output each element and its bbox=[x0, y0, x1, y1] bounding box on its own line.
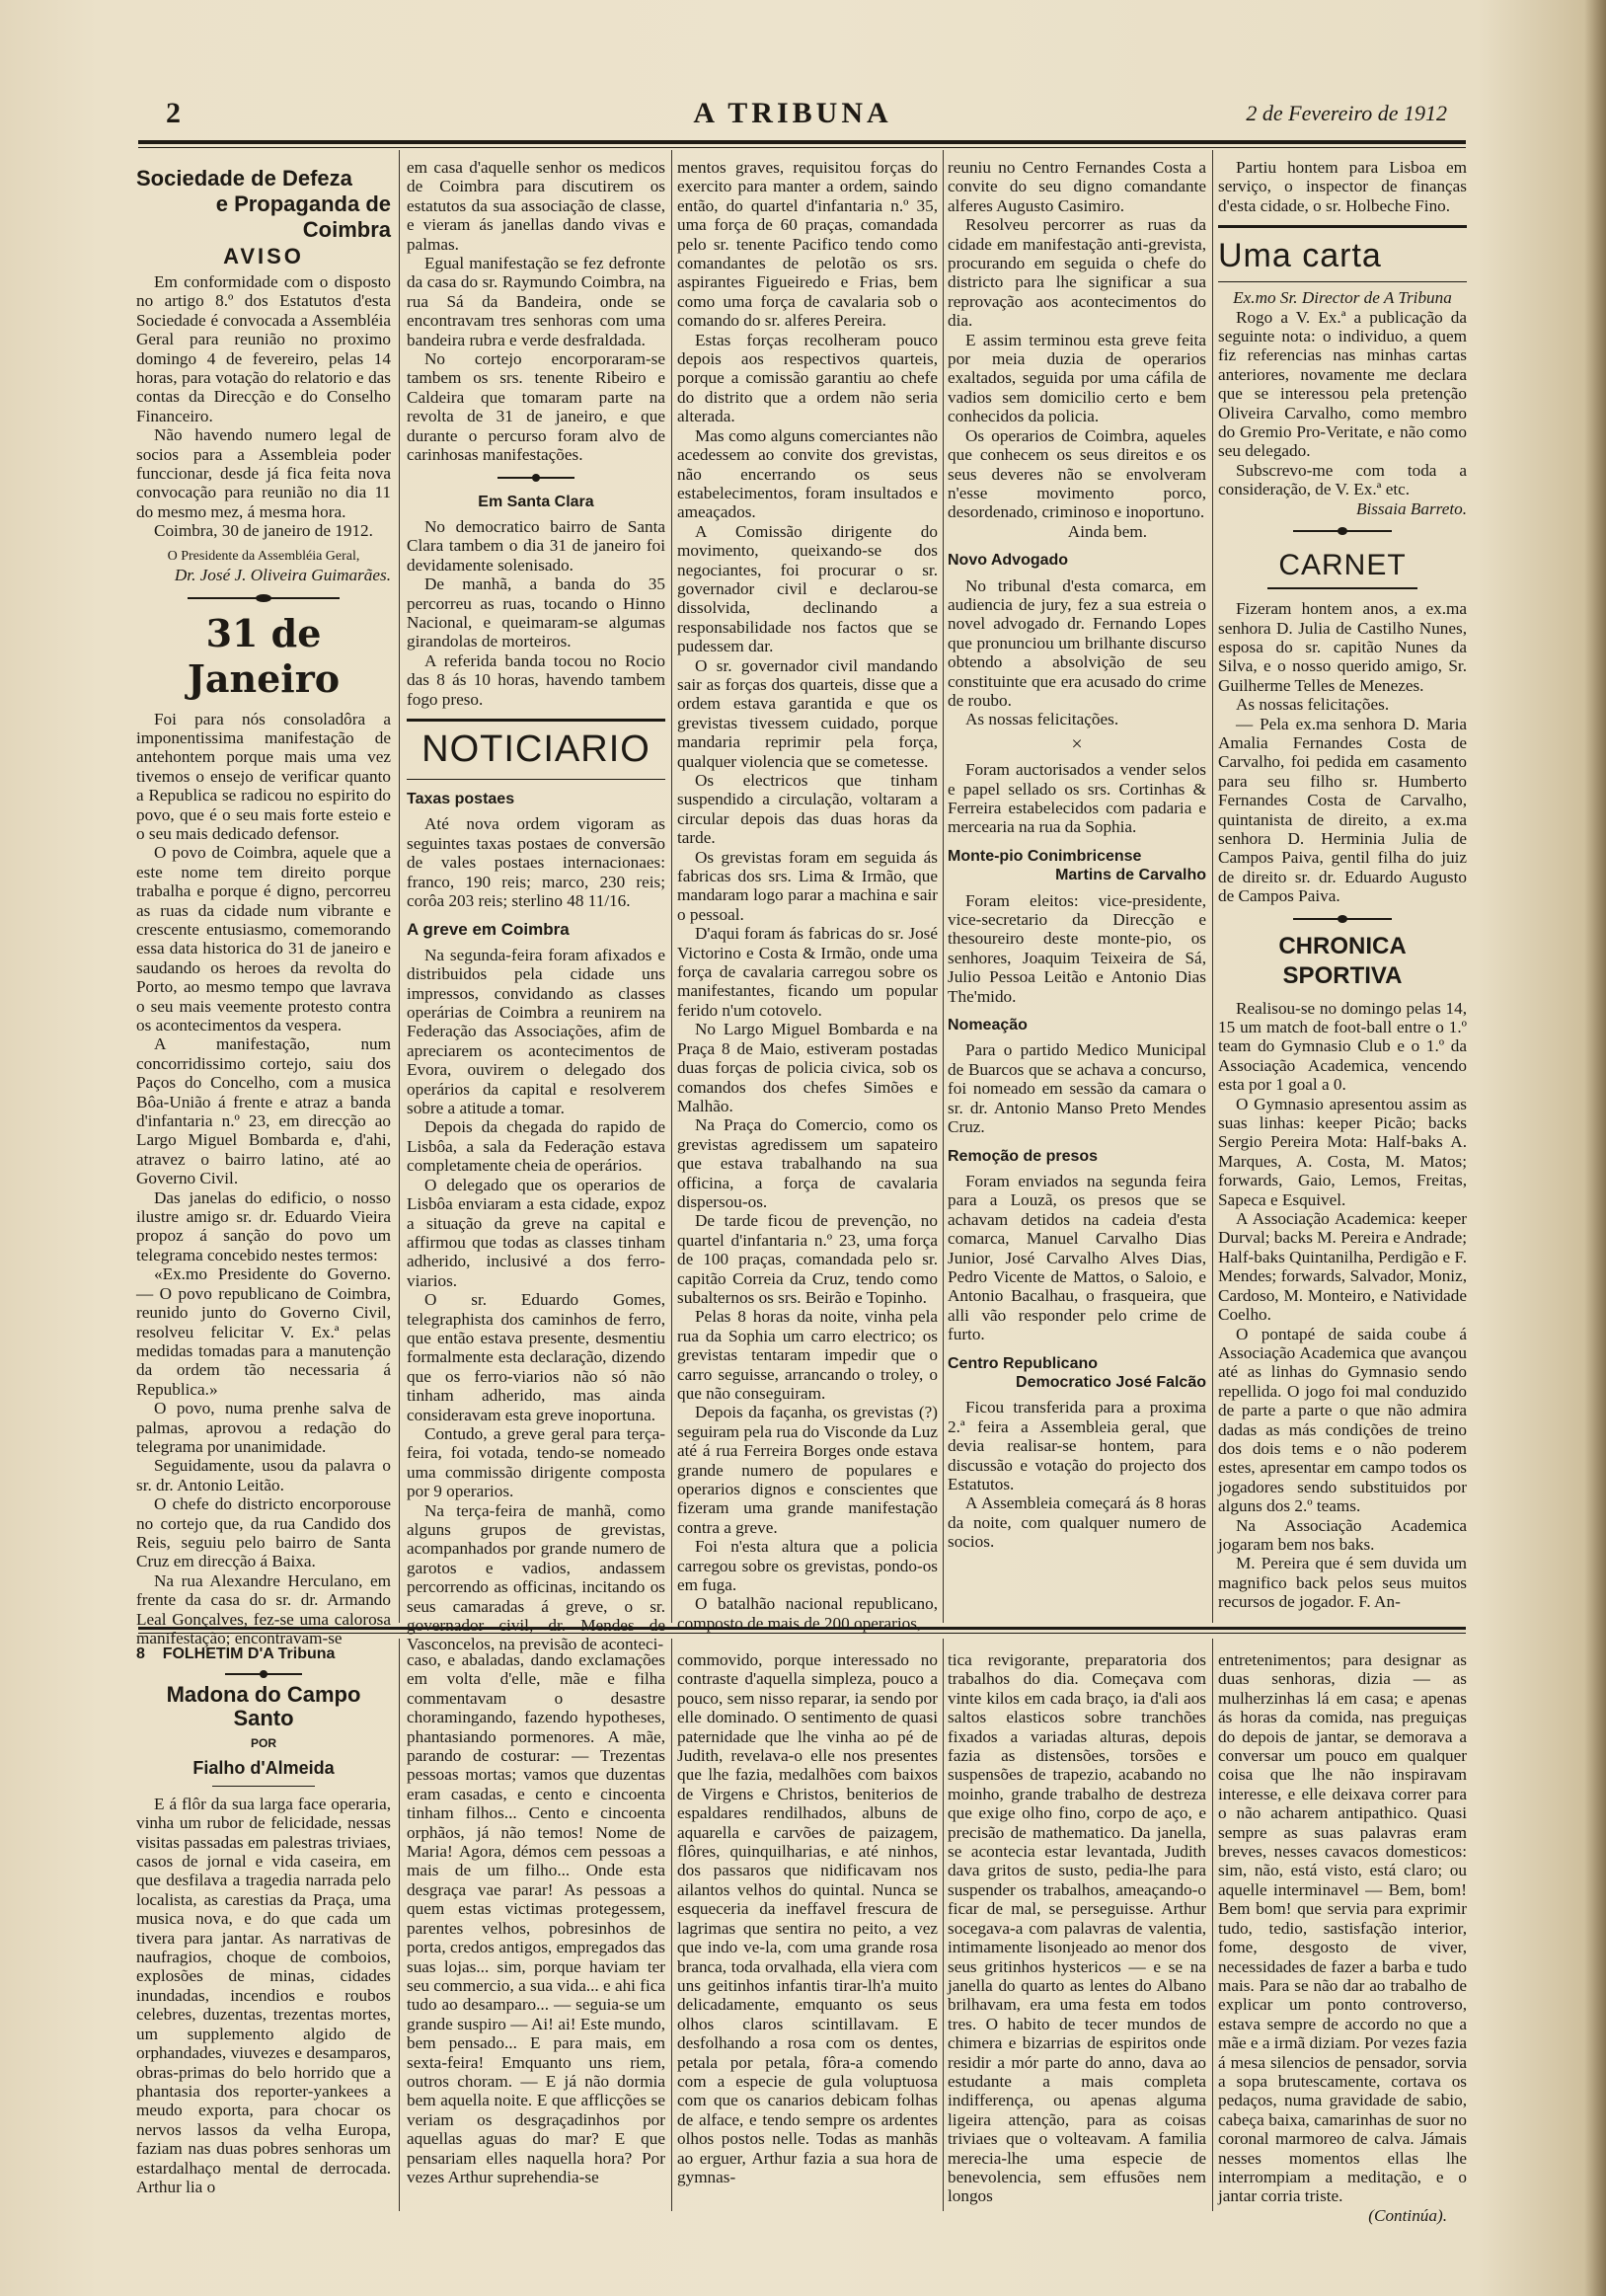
paragraph: O Gymnasio apresentou assim as suas linhas: keeper Picão; backs Sergio Pereira Mota: Half-baks A. Marques, A. Costa, M. Matos; forwards, Gaio, Lemos, Freitas, Sapeca e Esquivel. bbox=[1218, 1094, 1467, 1209]
folhetim-number: 8 bbox=[136, 1645, 145, 1662]
paragraph: Na terça-feira de manhã, como alguns grupos de grevistas, acompanhados por grande numero de garotos e vadios, andassem percorrendo as officinas, incitando os seus camaradas á greve, o sr. governador civil, dr. Mendes de Vasconcelos, na previsão de aconteci- bbox=[407, 1500, 665, 1654]
paragraph: De manhã, a banda do 35 percorreu as ruas, tocando o Hinno Nacional, e queimaram-se algumas girandolas de morteiros. bbox=[407, 574, 665, 651]
heading-uma-carta: Uma carta bbox=[1218, 237, 1382, 275]
paragraph: As nossas felicitações. bbox=[1236, 695, 1390, 715]
paragraph: Fizeram hontem anos, a ex.ma senhora D. Julia de Castilho Nunes, esposa do sr. capitão Nunes da Silva, e o nosso querido amigo, Sr. Guilherme Telles de Menezes. bbox=[1218, 599, 1467, 695]
paragraph: No Largo Miguel Bombarda e na Praça 8 de Maio, estiveram postadas duas forças de policia civica, sob os comandos dos chefes Simões e Malhão. bbox=[677, 1020, 938, 1115]
paragraph: Depois da façanha, os grevistas (?) seguiram pela rua do Visconde da Luz até á rua Ferreira Borges onde estava grande numero de populares e operarios dignos e conscientes que fizeram uma grande manifestação contra a greve. bbox=[677, 1403, 938, 1537]
ornament-divider bbox=[225, 1669, 301, 1679]
paragraph: O sr. Eduardo Gomes, telegraphista dos caminhos de ferro, que então estava presente, desmentiu formalmente esta declaração, dizendo que os ferro-viarios não só não tinham adherido, mas ainda consideravam esta greve inoportuna. bbox=[407, 1290, 665, 1424]
folhetim-column-5 bbox=[1218, 1650, 1467, 2225]
paragraph: Na rua Alexandre Herculano, em frente da casa do sr. dr. Armando Leal Gonçalves, fez-se uma calorosa manifestação; encontravam-se bbox=[136, 1570, 391, 1647]
folhetim-text: entretenimentos; para designar as duas senhoras, dizia — as mulherzinhas lá em casa; e apenas ás horas da comida, nas preguiças do depois de jantar, se demorava a conversar um pouco em qualquer coisa que lhe não inspiravam interesse, e elle deixava correr para o não acharem antipathico. Quasi sempre as suas palavras eram breves, nesses cavacos domesticos: sim, não, está visto, está claro; ou aquelle interminavel — Bem, bom! Bem bom! que servia para exprimir tudo, tedio, sastisfação interior, fome, desgosto de viver, necessidades de fazer a barba e tudo mais. Para se não dar ao trabalho de explicar um ponto controverso, estava sempre de accordo no que a mãe e a irmã diziam. Por vezes fazia á mesa silencios de pensador, sorvia a sopa brutescamente, cortava os pedaços, numa gravidade de sabio, cabeça baixa, camarinhas de suor no coronal marmoreo de calva. Jámais nesses momentos ellas lhe interrompiam a meditação, e o jantar corria triste. bbox=[1218, 1650, 1467, 2206]
ornament-divider bbox=[497, 473, 575, 483]
paragraph: Mas como alguns comerciantes não acedessem ao convite dos grevistas, não encerrando os seus estabelecimentos, foram insultados e ameaçados. bbox=[677, 425, 938, 522]
column-rule bbox=[399, 150, 400, 1623]
paragraph: Os electricos que tinham suspendido a circulação, voltaram a circular depois das duas horas da tarde. bbox=[677, 771, 938, 848]
newspaper-title: A TRIBUNA bbox=[693, 97, 892, 129]
paragraph: D'aqui foram ás fabricas do sr. José Victorino e Costa & Irmão, onde uma força de cavalaria carregou sobre os manifestantes, ficando um popular ferido n'um cotovelo. bbox=[677, 924, 938, 1020]
paragraph: Depois da chegada do rapido de Lisbôa, a sala da Federação estava completamente cheia de operários. bbox=[407, 1117, 665, 1176]
column-rule bbox=[1212, 150, 1213, 1623]
heading-31-janeiro: 31 de Janeiro bbox=[187, 610, 341, 701]
heading-novo-advogado: Novo Advogado bbox=[948, 552, 1069, 570]
paragraph: reuniu no Centro Fernandes Costa a convite do seu digno comandante alferes Augusto Casimiro. bbox=[948, 158, 1206, 215]
heading-greve: A greve em Coimbra bbox=[407, 920, 570, 940]
paragraph: De tarde ficou de prevenção, no quartel d'infantaria n.º 23, uma força de 100 praças, comandada pelo sr. capitão Correia da Cruz, tendo como subalternos os srs. Beirão e Topinho. bbox=[677, 1211, 938, 1307]
column-rule bbox=[943, 150, 944, 1623]
issue-date: 2 de Fevereiro de 1912 bbox=[1246, 101, 1447, 125]
carta-rule bbox=[1218, 225, 1467, 228]
paragraph: A referida banda tocou no Rocio das 8 ás 10 horas, havendo tambem fogo preso. bbox=[407, 651, 665, 709]
paragraph: Até nova ordem vigoram as seguintes taxas postaes de conversão de vales postaes internacionaes: franco, 190 reis; marco, 230 reis; corôa 203 reis; sterlino 48 11/16. bbox=[407, 814, 665, 910]
folhetim-column-2 bbox=[407, 1650, 665, 2215]
paragraph: Foi n'esta altura que a policia carregou sobre os grevistas, pondo-os em fuga. bbox=[677, 1537, 938, 1595]
paragraph: E assim terminou esta greve feita por meia duzia de operarios exaltados, seguida por uma cáfila de vadios sem domicilio certo e bem conhecidos da policia. bbox=[948, 330, 1206, 426]
paragraph: O povo, numa prenhe salva de palmas, aprovou a redação do telegrama por unanimidade. bbox=[136, 1399, 391, 1456]
noticiario-frame bbox=[407, 719, 665, 780]
folhetim-text: commovido, porque interessado no contraste d'aquella simpleza, pouco a pouco, sem nisso reparar, ia sendo por elle dominado. O sentimento de quasi paternidade que lhe vinha ao pé de Judith, revelava-o elle nos presentes que lhe fazia, medalhões com baixos de Virgens e Christos, beniterios de espaldares rendilhados, albuns de aquarella e carvões de paizagem, flôres, quinquilharias, e até ninhos, dos passaros que nidificavam nos ailantos velhos do quintal. Nunca se esqueceria da ineffavel frescura de lagrimas que sentira no peito, a vez que indo ve-la, com uma grande rosa branca, toda orvalhada, ella viera com uns geitinhos infantis tirar-lh'a muito delicadamente, emquanto os seus olhos claros scintillavam. E desfolhando a rosa com os dentes, petala por petala, fôra-a comendo com a especie de gula voluptuosa com que os canarios debicam folhas de alface, e tendo sempre os ardentes olhos postos nelle. Todas as manhãs ao erguer, Arthur fazia a sua hora de gymnas- bbox=[677, 1650, 938, 2186]
paragraph: A Assembleia começará ás 8 horas da noite, com qualquer numero de socios. bbox=[948, 1493, 1206, 1552]
heading-montepio-sub: Martins de Carvalho bbox=[1055, 867, 1206, 884]
folhetim-title: Madona do Campo Santo bbox=[166, 1682, 361, 1731]
paragraph: Foram enviados na segunda feira para a Louzã, os presos que se achavam detidos na cadeia d'esta comarca, Manuel Carvalho Dias Junior, José Carvalho Alves Dias, Pedro Vicente de Mattos, o Saloio, e Antonio Bacalhau, o frasqueira, que alli vão responder pelo crime de furto. bbox=[948, 1171, 1206, 1344]
folhetim-rule-short bbox=[212, 1786, 314, 1787]
folhetim-por: POR bbox=[250, 1736, 276, 1751]
column-2 bbox=[407, 158, 665, 1654]
heading-noticiario: NOTICIARIO bbox=[421, 727, 650, 770]
paragraph: Na Praça do Comercio, como os grevistas agredissem um sapateiro que estava trabalhando na sua officina, a força de cavalaria dispersou-os. bbox=[677, 1115, 938, 1211]
page-number: 2 bbox=[166, 97, 181, 129]
paragraph: Pelas 8 horas da noite, vinha pela rua da Sophia um carro electrico; os grevistas tentaram impedir que o carro seguisse, arrancando o troley, o que não conseguiram. bbox=[677, 1307, 938, 1403]
folhetim-text: E á flôr da sua larga face operaria, vinha um rubor de felicidade, nessas visitas passadas em palestras triviaes, casos de jornal e vida caseira, em que desfilava a tragedia narrada pelo localista, as carestias da Praça, uma musica nova, e do que cada um tivera para jantar. As narrativas de naufragios, choque de comboios, explosões de minas, cidades inundadas, incendios e roubos celebres, duzentas, trezentas mortes, um supplemento algido de orphandades, viuvezes e desamparos, obras-primas do belo horrido que a phantasia dos reporter-yankees a meudo exporta, para chocar os nervos lassos da velha Europa, faziam nas duas pobres senhoras um estardalhaço mental de derrocada. Arthur lia o bbox=[136, 1794, 391, 2196]
paragraph: Foram eleitos: vice-presidente, vice-secretario da Direcção e thesoureiro deste monte-pio, os senhores, Joaquim Teixeira de Sá, Julio Pessoa Leitão e Antonio Dias The'mido. bbox=[948, 890, 1206, 1006]
paragraph: Foram auctorisados a vender selos e papel sellado os srs. Cortinhas & Ferreira estabelecidos com padaria e mercearia na rua da Sophia. bbox=[948, 760, 1206, 837]
folhetim-column-4 bbox=[948, 1650, 1206, 2215]
telegram-quote: «Ex.mo Presidente do Governo. — O povo republicano de Coimbra, reunido junto do Governo Civil, resolveu felicitar V. Ex.ª pelas medidas tomadas para a manutenção da ordem tão necessaria á Republica.» bbox=[136, 1264, 391, 1399]
masthead bbox=[138, 97, 1447, 130]
heading-centro-sub: Democratico José Falcão bbox=[1016, 1373, 1206, 1391]
column-3 bbox=[677, 158, 938, 1633]
folhetim-header bbox=[136, 1645, 391, 1663]
paragraph: A Associação Academica: keeper Durval; backs M. Pereira e Andrade; Half-baks Quintanilha, Perdigão e F. Mendes; forwards, Salvador, Moniz, Cardoso, M. Monteiro, e Natividade Coelho. bbox=[1218, 1209, 1467, 1325]
heading-nomeacao: Nomeação bbox=[948, 1017, 1028, 1034]
cross-ornament-icon: × bbox=[1071, 732, 1083, 755]
aviso-title: AVISO bbox=[223, 244, 304, 268]
paragraph: Os grevistas foram em seguida ás fabricas dos srs. Lima & Irmão, que mandaram logo parar a machina e sair o pessoal. bbox=[677, 847, 938, 924]
heading-carnet: CARNET bbox=[1267, 544, 1416, 589]
folhetim-column-1 bbox=[136, 1643, 391, 2215]
paragraph: No tribunal d'esta comarca, em audiencia de jury, fez a sua estreia o novel advogado dr. Fernando Lopes que pronunciou um brilhante discurso obtendo a absolvição de seu constituinte que era acusado do crime de roubo. bbox=[948, 575, 1206, 710]
paragraph: A Comissão dirigente do movimento, queixando-se dos negociantes, foi procurar o sr. governador civil e declarou-se dissolvida, declinando a responsabilidade nos factos que se pudessem dar. bbox=[677, 521, 938, 656]
paragraph: A manifestação, num concorridissimo cortejo, saiu dos Paços do Concelho, com a musica Bôa-União á frente e atraz a banda d'infantaria n.º 23, em direcção ao Largo Miguel Bombarda e, d'ahi, atravez o bairro latino, até ao Governo Civil. bbox=[136, 1034, 391, 1188]
paragraph: Realisou-se no domingo pelas 14, 15 um match de foot-ball entre o 1.º team do Gymnasio Club e o 1.º da Associação Academica, vencendo esta por 1 goal a 0. bbox=[1218, 998, 1467, 1095]
paragraph: — Pela ex.ma senhora D. Maria Amalia Fernandes Costa de Carvalho, foi pedida em casamento para seu filho sr. Humberto Fernandes Costa de Carvalho, quintanista de direito, a ex.ma senhora D. Herminia Julia de Campos Paiva, gentil filha do juiz de direito sr. dr. Eduardo Augusto de Campos Paiva. bbox=[1218, 714, 1467, 906]
paragraph: O sr. governador civil mandando sair as forças dos quarteis, disse que a ordem estava garantida e que os grevistas tivessem cuidado, porque mandaria reprimir pela força, qualquer violencia que se cometesse. bbox=[677, 655, 938, 771]
column-rule bbox=[671, 1639, 672, 2211]
heading-centro: Centro Republicano bbox=[948, 1354, 1099, 1372]
paragraph: Contudo, a greve geral para terça-feira, foi votada, tendo-se nomeado uma commissão dirigente composta por 9 operarios. bbox=[407, 1423, 665, 1501]
paragraph: Na Associação Academica jogaram bem nos baks. bbox=[1218, 1515, 1467, 1554]
ornament-divider bbox=[1293, 914, 1393, 924]
heading-propaganda: e Propaganda de Coimbra bbox=[215, 191, 391, 242]
letter-signature: Bissaia Barreto. bbox=[1355, 498, 1467, 518]
paragraph: Das janelas do edificio, o nosso ilustre amigo sr. dr. Eduardo Vieira propoz á sanção do povo um telegrama concebido nestes termos: bbox=[136, 1187, 391, 1264]
paragraph: Para o partido Medico Municipal de Buarcos que se achava a concurso, foi nomeado em sessão da camara o sr. dr. Antonio Manso Preto Mendes Cruz. bbox=[948, 1040, 1206, 1137]
paragraph: O chefe do districto encorporouse no cortejo que, da rua Candido dos Reis, seguiu pelo bairro de Santa Cruz em direcção á Baixa. bbox=[136, 1494, 391, 1571]
column-rule bbox=[671, 150, 672, 1623]
folhetim-text: caso, e abaladas, dando exclamações em volta d'elle, mãe e filha commentavam o desastre choramingando, fazendo hypotheses, phantasiando pormenores. A mãe, parando de costurar: — Trezentas pessoas mortas; vamos que duzentas eram casadas, e cento e cincoenta tinham filhos... Cento e cincoenta orphãos, já não temos! Nome de Maria! Agora, démos cem pessoas a mais de um filho... Onde esta desgraça vae parar! As pessoas a quem estas victimas protegessem, parentes velhos, pobresinhos de porta, credos antigos, empregados das suas lojas... sim, porque haviam ter seu commercio, a sua vida... e ahi fica tudo ao desamparo... — seguia-se um grande suspiro — Ai! ai! Este mundo, bem pensado... E para mais, em sexta-feira! Emquanto uns riem, outros choram. — E já não dormia bem aquella noite. E que afflicções se veriam os desgraçadinhos por aquellas aguas do mar? E que pensariam elles naquella hora? Por vezes Arthur suprehendia-se bbox=[407, 1650, 666, 2186]
paragraph: As nossas felicitações. bbox=[965, 710, 1119, 729]
heading-santa-clara: Em Santa Clara bbox=[478, 493, 594, 510]
heading-taxas: Taxas postaes bbox=[407, 790, 515, 807]
paragraph: Estas forças recolheram pouco depois aos respectivos quarteis, porque a comissão garantiu ao chefe do distrito que a ordem não seria alterada. bbox=[677, 330, 938, 426]
paragraph: Egual manifestação se fez defronte da casa do sr. Raymundo Coimbra, na rua Sá da Bandeira, onde se encontravam tres senhoras com uma bandeira rubra e verde desfraldada. bbox=[407, 254, 665, 349]
header-rule bbox=[138, 140, 1466, 144]
paragraph: O batalhão nacional republicano, composto de mais de 200 operarios, bbox=[677, 1594, 938, 1633]
paragraph: Rogo a V. Ex.ª a publicação da seguinte nota: o individuo, a quem fiz referencias nas minhas cartas anteriores, novamente me declara que se interessou pela pretenção Oliveira Carvalho, como membro do Gremio Pro-Veritate, e não como seu delegado. bbox=[1218, 307, 1467, 461]
paragraph: Os operarios de Coimbra, aqueles que conhecem os seus direitos e os seus deveres não se envolveram n'esse movimento porco, desordenado, criminoso e inoportuno. bbox=[948, 425, 1206, 522]
ornament-divider bbox=[1293, 526, 1393, 536]
paragraph: mentos graves, requisitou forças do exercito para manter a ordem, saindo então, do quartel d'infantaria n.º 35, uma força de 60 praças, comandada pelo sr. tenente Pacifico tendo como comandantes de pelotão os srs. aspirantes Figueiredo e Frias, bem como uma força de cavalaria sob o comando do sr. alferes Pereira. bbox=[677, 158, 938, 331]
paragraph: Foi para nós consoladôra a imponentissima manifestação de antehontem porque mais uma vez tivemos o ensejo de verificar quanto a Republica se radicou no espirito do povo, que é o seu mais forte esteio e o seu mais dedicado defensor. bbox=[136, 709, 391, 843]
paragraph: M. Pereira que é sem duvida um magnifico back pelos seus muitos recursos de jogador. F. An- bbox=[1218, 1554, 1467, 1612]
heading-montepio: Monte-pio Conimbricense bbox=[948, 847, 1142, 865]
paragraph: Resolveu percorrer as ruas da cidade em manifestação anti-grevista, procurando em seguida o chefe do districto para lhe significar a sua reprovação aos acontecimentos do dia. bbox=[948, 215, 1206, 331]
column-rule bbox=[1212, 1639, 1213, 2211]
column-4 bbox=[948, 158, 1206, 1622]
column-1 bbox=[136, 166, 391, 1647]
paragraph: O delegado que os operarios de Lisbôa enviaram a esta cidade, expoz a situação da greve na capital e affirmou que todas as classes tinham adherido, inclusivé a dos ferro-viarios. bbox=[407, 1175, 665, 1290]
signature-role: O Presidente da Assembléia Geral, bbox=[167, 548, 360, 564]
paragraph: No democratico bairro de Santa Clara tambem o dia 31 de janeiro foi devidamente solenisado. bbox=[407, 516, 665, 574]
folhetim-label: FOLHETIM D'A Tribuna bbox=[162, 1645, 336, 1662]
paragraph: O povo de Coimbra, aquele que a este nome tem direito porque trabalha e porque é digno, percorreu as ruas da cidade num vibrante e crescente entusiasmo, comemorando essa data historica do 31 de janeiro e saudando os heroes da revolta do Porto, ao mesmo tempo que lavrava o seu mais veemente protesto contra os acontecimentos da vespera. bbox=[136, 843, 391, 1034]
carta-rule-thin bbox=[1218, 281, 1467, 282]
paragraph: Na segunda-feira foram afixados e distribuidos pela cidade uns impressos, convidando as classes operárias de Coimbra a reunirem na Federação das Associações, afim de apreciarem os acontecimentos de Evora, ouvirem o delegado dos operários da capital e resolverem sobre a atitude a tomar. bbox=[407, 945, 665, 1118]
column-5 bbox=[1218, 158, 1467, 1622]
paragraph: em casa d'aquelle senhor os medicos de Coimbra para discutirem os estatutos da sua associação de classe, e vieram ás janellas dando vivas e palmas. bbox=[407, 158, 665, 254]
folhetim-text: tica revigorante, preparatoria dos trabalhos do dia. Começava com vinte kilos em cada braço, ia d'ali aos saltos elasticos sobre tranchões fixados a variadas alturas, depois fazia as distensões, torsões e suspensões de trapezio, acabando no moinho, grande trabalho de destreza que exige olho fino, corpo de aço, e precisão de mathematico. Da janella, se acontecia estar levantada, Judith dava gritos de susto, pedia-lhe para suspender os trabalhos, ameaçando-o ficar de mal, se perseguisse. Arthur socegava-a com palavras de valentia, intimamente lisonjeado ao menor dos seus gritinhos hystericos — e se na janella do quarto as lentes do Albano brilhavam, era uma festa em todos tres. O habito de tecer mundos de chimera e bizarrias de espiritos onde residir a mór parte do anno, dava ao estudante a mais completa indifferença, ou apenas alguma ligeira attenção, para as coisas triviaes que o volteavam. A familia merecia-lhe uma especie de benevolencia, sem effusões nem longos bbox=[948, 1650, 1206, 2206]
page-edge-shadow bbox=[1584, 0, 1606, 2296]
paragraph: Ainda bem. bbox=[1067, 521, 1147, 541]
column-rule bbox=[943, 1639, 944, 2211]
folhetim-column-3 bbox=[677, 1650, 938, 2215]
heading-remocao: Remoção de presos bbox=[948, 1147, 1099, 1165]
heading-sociedade: Sociedade de Defeza bbox=[136, 166, 352, 191]
ornament-divider bbox=[188, 593, 341, 603]
paragraph: O pontapé de saida coube á Associação Academica que avançou até as linhas do Gymnasio sendo repellida. O jogo foi mal conduzido de parte a parte o que não admira dadas as más condições de treino dos dois tems e o não poderem estes, apresentar em campo todos os jogadores sendo substituidos por alguns dos 2.º teams. bbox=[1218, 1324, 1467, 1516]
paragraph: Ficou transferida para a proxima 2.ª feira a Assembleia geral, que devia realisar-se hontem, para discussão e votação do projecto dos Estatutos. bbox=[948, 1398, 1206, 1493]
letter-salutation: Ex.mo Sr. Director de A Tribuna bbox=[1233, 288, 1452, 308]
folhetim-author: Fialho d'Almeida bbox=[192, 1757, 335, 1778]
paragraph: Partiu hontem para Lisboa em serviço, o inspector de finanças d'esta cidade, o sr. Holbeche Fino. bbox=[1218, 158, 1467, 215]
signature-name: Dr. José J. Oliveira Guimarães. bbox=[174, 566, 391, 585]
paragraph: No cortejo encorporaram-se tambem os srs. tenente Ribeiro e Caldeira que tomaram parte na revolta de 31 de janeiro, e que durante o percurso foram alvo de carinhosas manifestações. bbox=[407, 349, 665, 465]
heading-chronica: CHRONICA SPORTIVA bbox=[1278, 932, 1407, 989]
paragraph: Subscrevo-me com toda a consideração, de V. Ex.ª etc. bbox=[1218, 460, 1467, 499]
paragraph: Coimbra, 30 de janeiro de 1912. bbox=[154, 521, 373, 541]
paragraph: Em conformidade com o disposto no artigo 8.º dos Estatutos d'esta Sociedade é convocada a Assembléia Geral para reunião no proximo domingo 4 de fevereiro, pelas 14 horas, para votação do relatorio e das contas da Direcção e do Conselho Financeiro. bbox=[136, 272, 391, 425]
paragraph: Seguidamente, usou da palavra o sr. dr. Antonio Leitão. bbox=[136, 1456, 391, 1494]
header-rule-thin bbox=[138, 147, 1466, 148]
folhetim-continua: (Continúa). bbox=[1368, 2205, 1447, 2225]
paragraph: Não havendo numero legal de socios para a Assembleia poder funccionar, desde já fica feita nova convocação para reunião no dia 11 do mesmo mez, á mesma hora. bbox=[136, 425, 391, 521]
column-rule bbox=[399, 1639, 400, 2211]
